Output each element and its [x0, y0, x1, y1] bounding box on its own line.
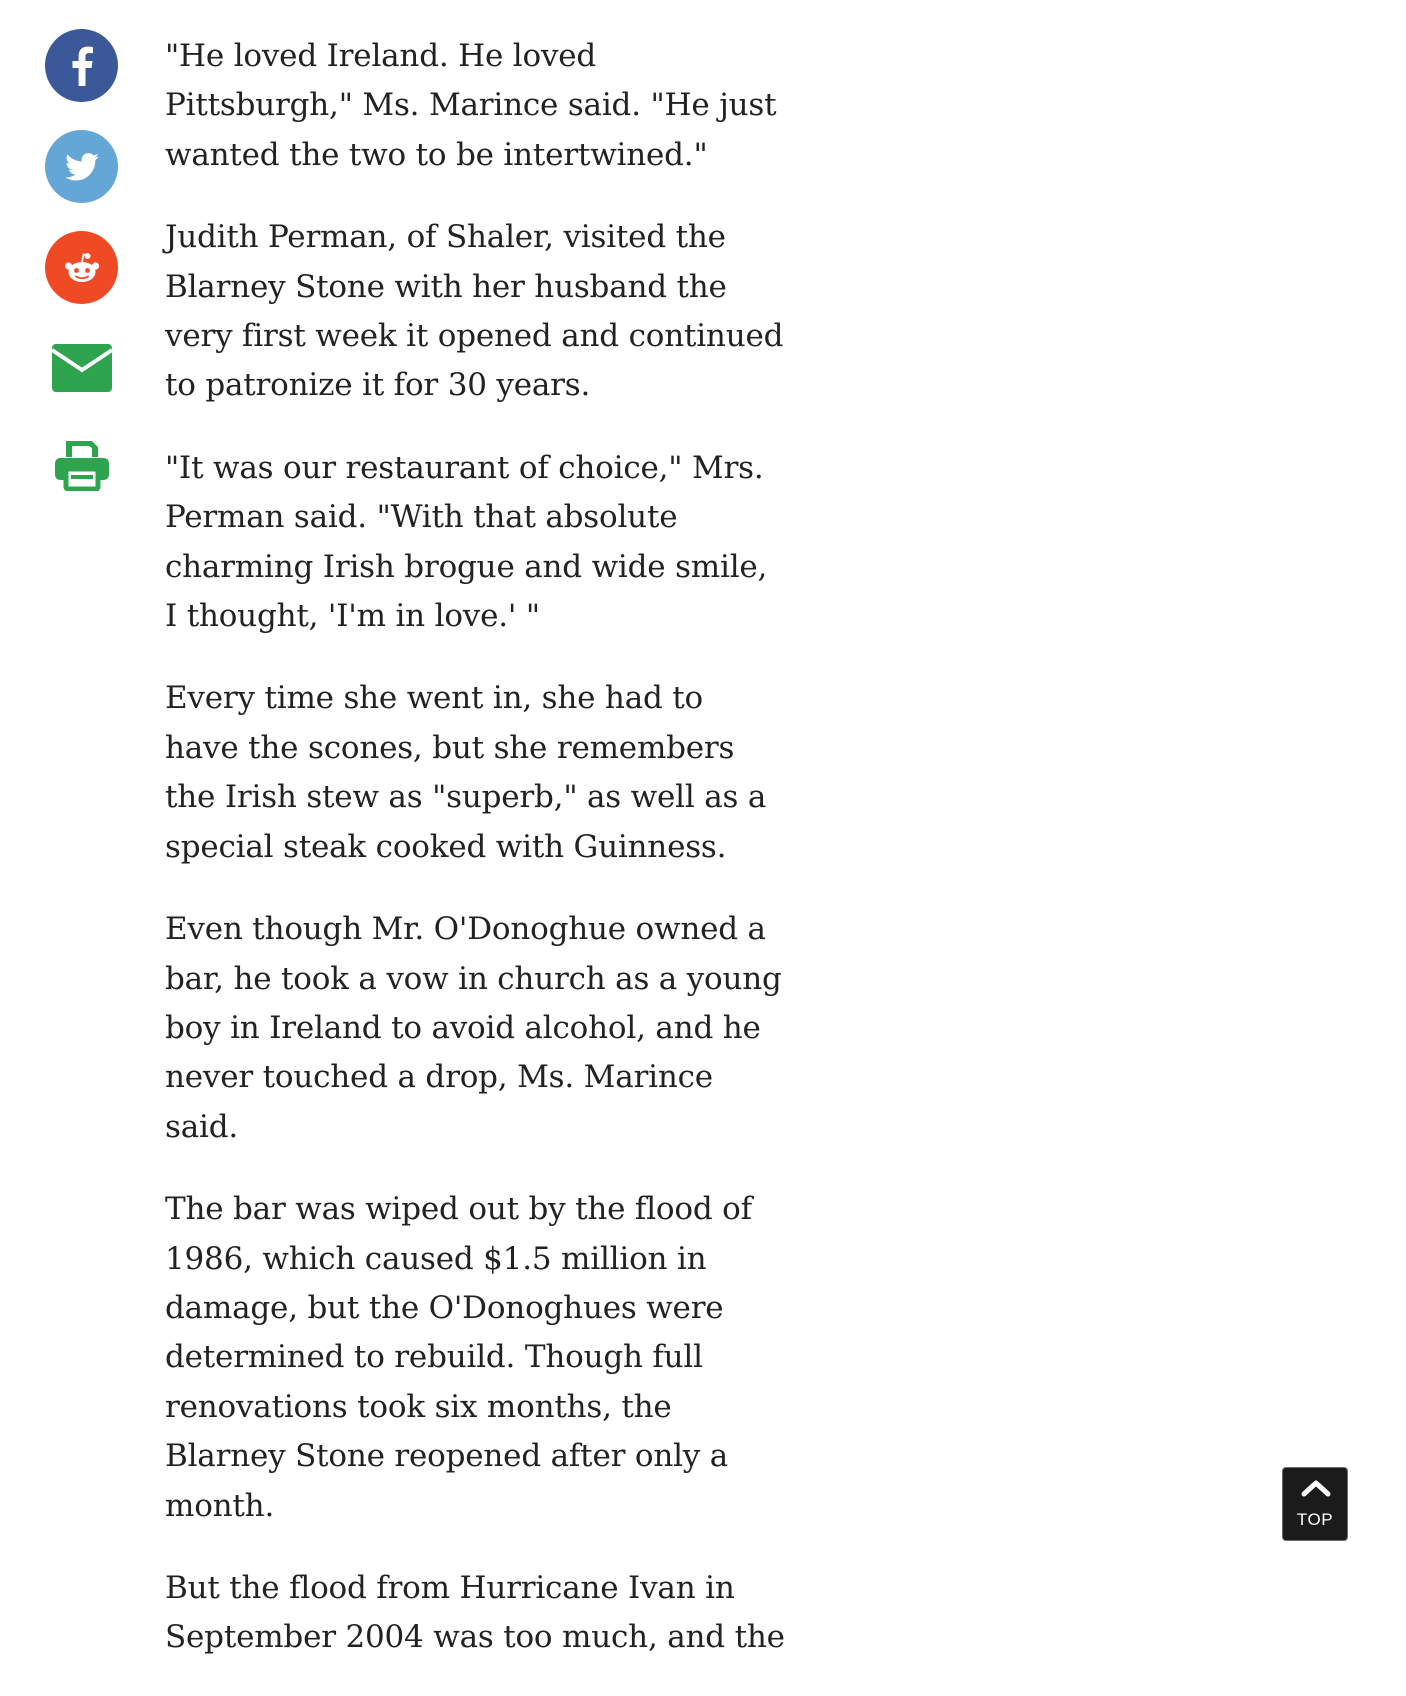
article-paragraph: But the flood from Hurricane Ivan in September 2004 was too much, and the [165, 1569, 785, 1656]
twitter-share-button[interactable] [45, 130, 118, 203]
article-paragraph: Judith Perman, of Shaler, visited the Blarney Stone with her husband the very first week it opened and continued to patronize it for 30 years. [165, 219, 784, 404]
facebook-icon [70, 46, 94, 86]
article-body [165, 32, 785, 1696]
back-to-top-button[interactable] [1282, 1467, 1348, 1541]
email-icon [52, 344, 112, 392]
email-share-button[interactable] [52, 344, 112, 392]
print-icon [54, 439, 110, 491]
reddit-share-button[interactable] [45, 231, 118, 304]
article-paragraph: "He loved Ireland. He loved Pittsburgh," Ms. Marince said. "He just wanted the two to be intertwined." [165, 38, 777, 173]
back-to-top-label: TOP [1296, 1510, 1334, 1529]
article-paragraph: The bar was wiped out by the flood of 1986, which caused $1.5 million in damage, but the O'Donoghues were determined to rebuild. Though full renovations took six months, the Blarney Stone reopened after only a month. [165, 1191, 752, 1524]
chevron-up-icon [1300, 1478, 1332, 1498]
article-paragraph: "It was our restaurant of choice," Mrs. Perman said. "With that absolute charming Irish brogue and wide smile, I thought, 'I'm in love.' " [165, 449, 768, 635]
article-paragraph: Every time she went in, she had to have the scones, but she remembers the Irish stew as "superb," as well as a special steak cooked with Guinness. [165, 680, 767, 865]
article-paragraph: Even though Mr. O'Donoghue owned a bar, he took a vow in church as a young boy in Ireland to avoid alcohol, and he never touched a drop, Ms. Marince said. [165, 911, 782, 1145]
reddit-icon [63, 251, 101, 285]
print-button[interactable] [54, 439, 110, 491]
twitter-icon [65, 153, 99, 181]
facebook-share-button[interactable] [45, 29, 118, 102]
